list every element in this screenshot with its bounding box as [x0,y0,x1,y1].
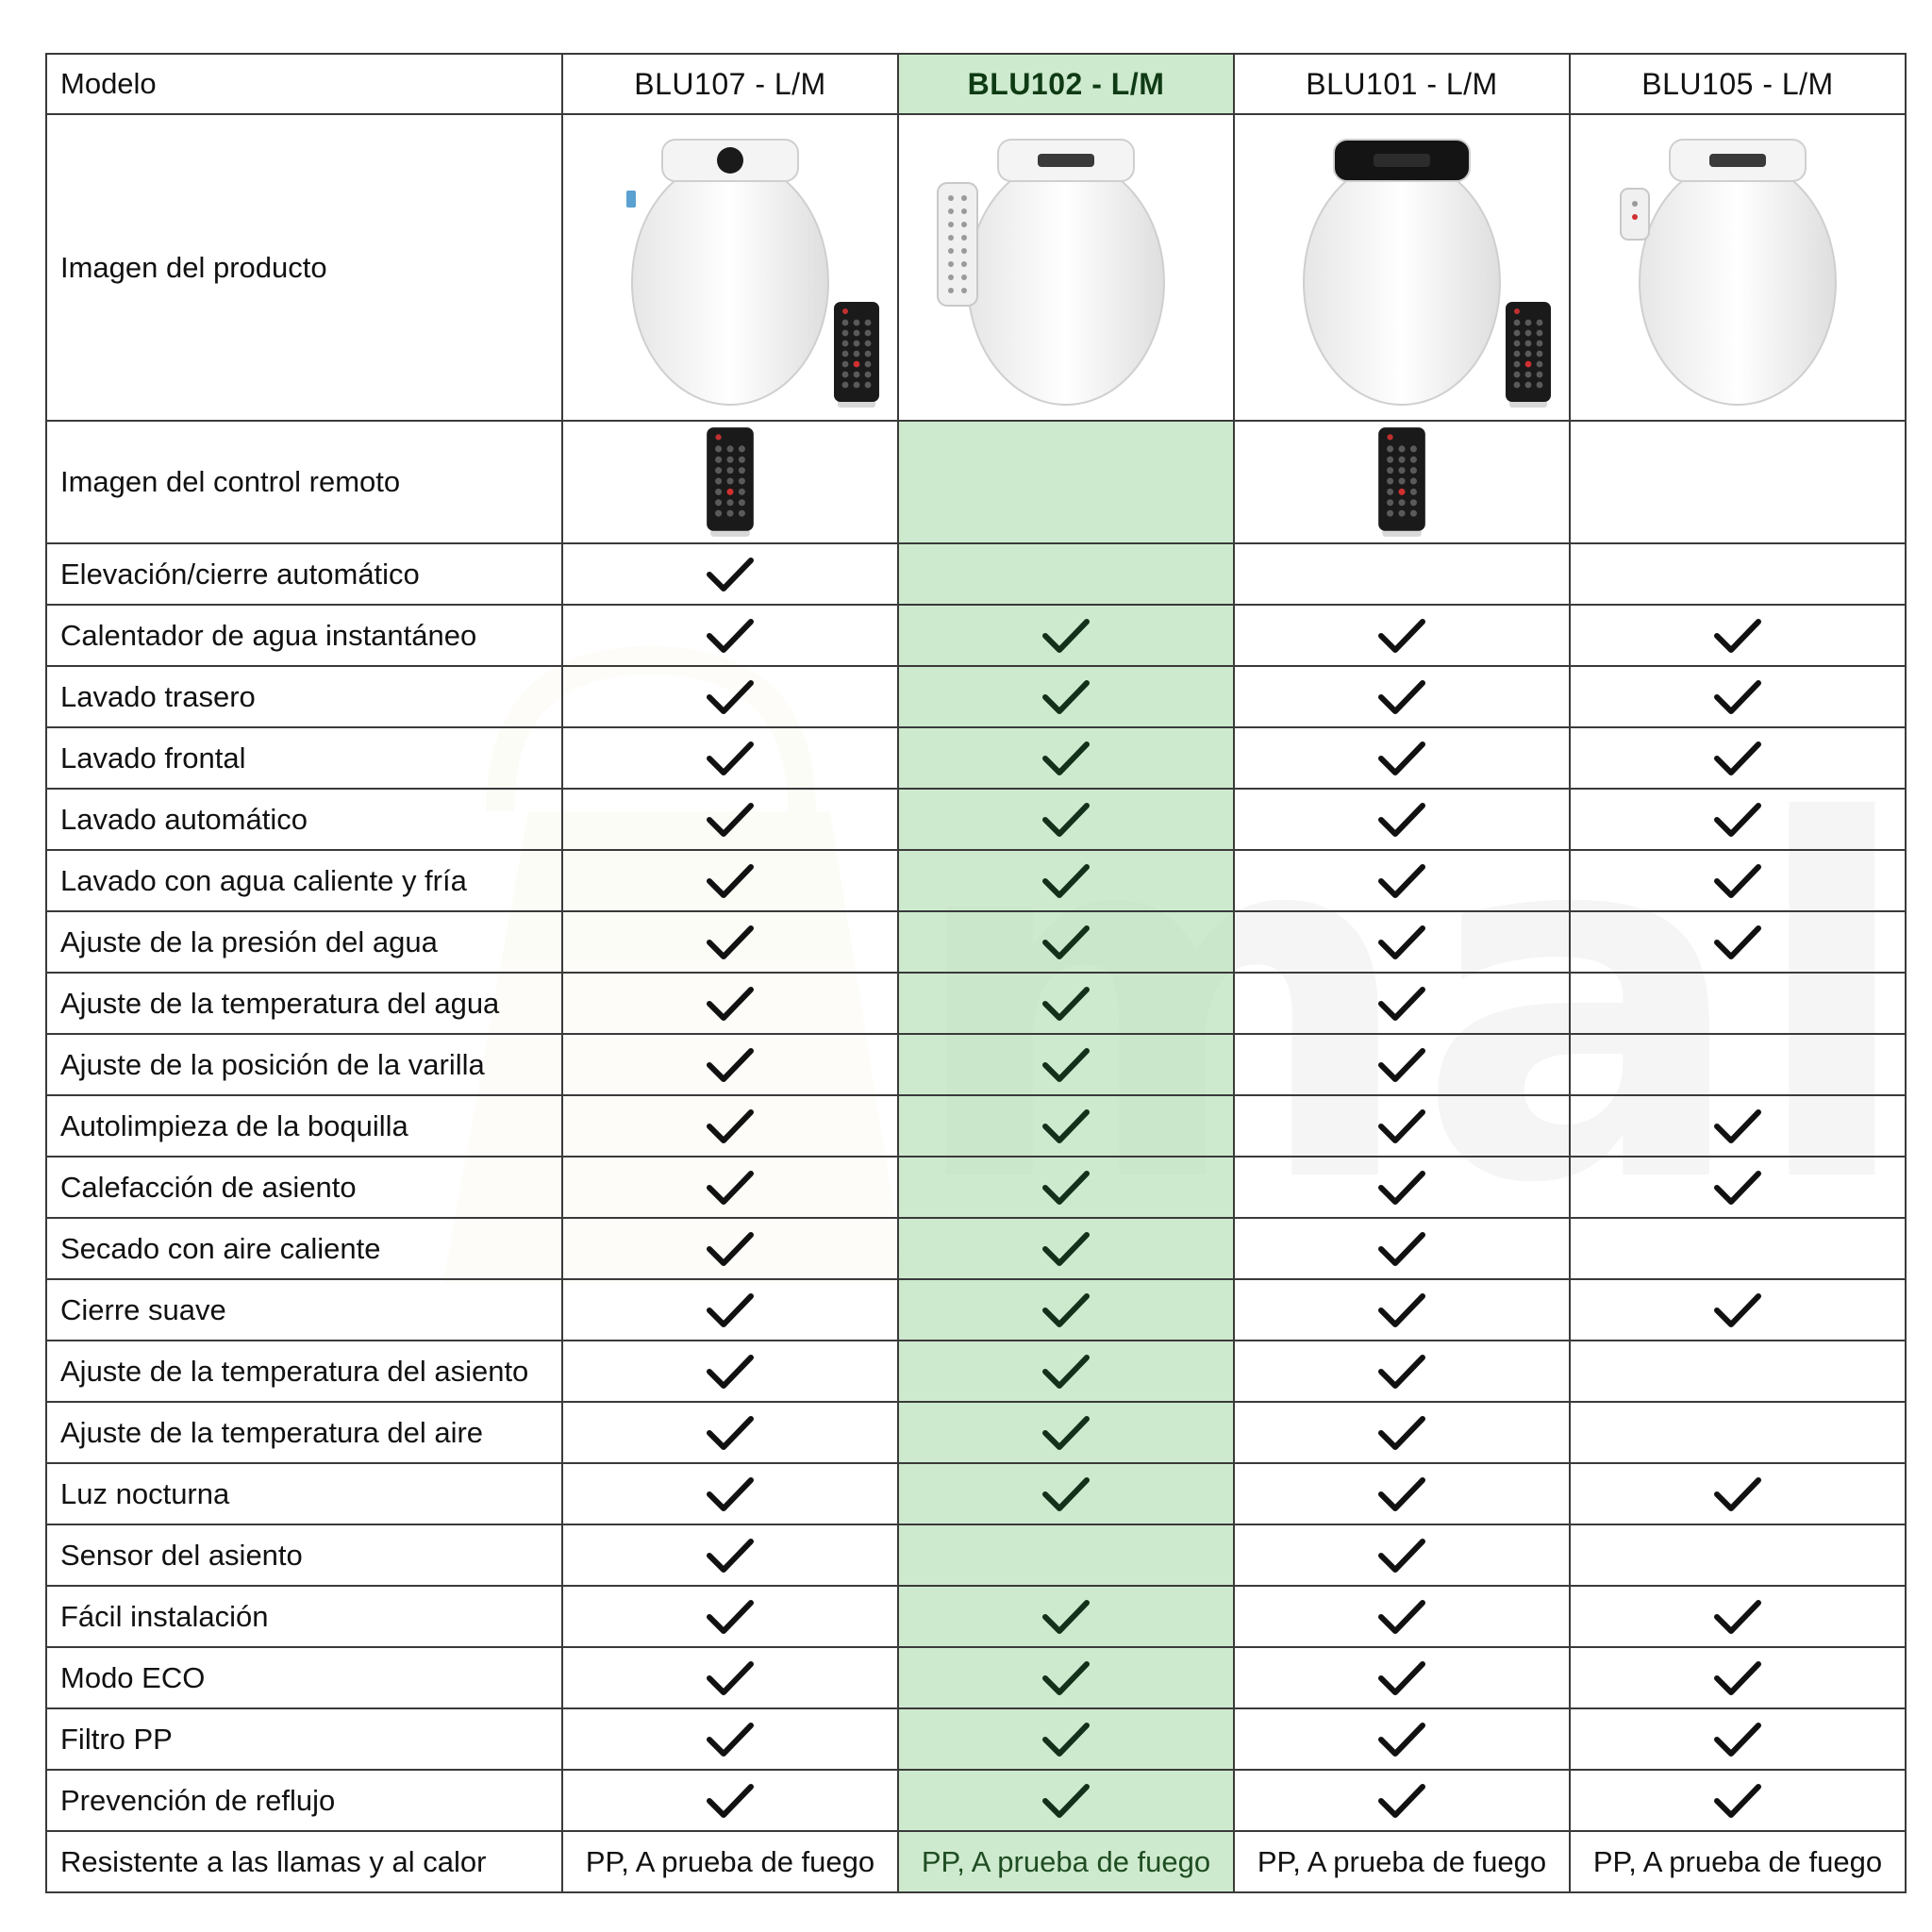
feature-label-text: Filtro PP [60,1722,173,1756]
feature-value-cell [1570,727,1906,789]
check-icon [1377,1046,1426,1084]
feature-value-cell [898,1279,1234,1341]
feature-value-cell [562,1647,898,1708]
feature-label-text: Calentador de agua instantáneo [60,618,477,652]
feature-row [46,850,1906,911]
check-icon [706,617,755,655]
feature-label-text: Lavado automático [60,802,308,836]
check-icon [706,985,755,1023]
feature-value-cell [562,1586,898,1647]
feature-row [46,1034,1906,1095]
feature-label-text: Ajuste de la presión del agua [60,924,438,958]
feature-value-cell [898,543,1234,605]
check-icon [1377,1169,1426,1207]
feature-value-cell [898,850,1234,911]
feature-value-cell [898,1524,1234,1586]
feature-label-text: Autolimpieza de la boquilla [60,1108,408,1142]
feature-label-text: Ajuste de la temperatura del agua [60,986,500,1020]
feature-label [46,1708,562,1770]
feature-value-cell [562,605,898,666]
feature-value-cell [1234,1524,1570,1586]
feature-value-cell [1234,1647,1570,1708]
check-icon [1377,1414,1426,1452]
check-icon [1713,862,1762,900]
feature-value-cell [898,1157,1234,1218]
check-icon [1041,924,1091,961]
product-image [924,126,1208,409]
check-icon [1041,1721,1091,1758]
feature-label-text: Elevación/cierre automático [60,557,420,591]
comparison-table [45,53,1907,1893]
feature-value-cell [562,1218,898,1279]
feature-label-text: Ajuste de la temperatura del asiento [60,1354,529,1388]
check-icon [706,924,755,961]
feature-row [46,1279,1906,1341]
feature-label [46,1218,562,1279]
check-icon [706,1414,755,1452]
feature-label-text: Ajuste de la posición de la varilla [60,1047,485,1081]
feature-value-cell [1234,727,1570,789]
product-image [589,126,872,409]
product-image-cell-2 [1234,114,1570,421]
check-icon [1041,1659,1091,1697]
feature-label [46,1647,562,1708]
check-icon [1713,801,1762,839]
check-icon [1377,1782,1426,1820]
product-image-row [46,114,1906,421]
check-icon [1041,985,1091,1023]
check-icon [706,801,755,839]
model-header-2 [1234,54,1570,114]
feature-label-text: Lavado frontal [60,741,246,774]
feature-value-cell [898,973,1234,1034]
feature-row [46,1524,1906,1586]
feature-value-cell [1234,1586,1570,1647]
check-icon [1713,1721,1762,1758]
feature-label-text: Lavado trasero [60,679,256,713]
feature-label [46,1770,562,1831]
check-icon [1041,1353,1091,1391]
feature-value-cell [562,543,898,605]
feature-row [46,727,1906,789]
feature-row [46,1463,1906,1524]
check-icon [1713,678,1762,716]
feature-value-cell [562,1095,898,1157]
check-icon [706,1353,755,1391]
check-icon [1377,1598,1426,1636]
check-icon [1713,1475,1762,1513]
check-icon [706,1659,755,1697]
check-icon [1377,924,1426,961]
feature-value-cell [898,1341,1234,1402]
feature-label-text: Calefacción de asiento [60,1170,357,1204]
feature-value-cell [1234,789,1570,850]
feature-row [46,1402,1906,1463]
check-icon [706,678,755,716]
feature-label [46,1341,562,1402]
check-icon [1713,1659,1762,1697]
model-name: BLU102 - L/M [967,66,1165,101]
feature-value-cell [1234,850,1570,911]
feature-label [46,1524,562,1586]
remote-image-cell-3 [1570,421,1906,543]
feature-value-cell [1570,543,1906,605]
feature-row [46,605,1906,666]
feature-label-text: Secado con aire caliente [60,1231,381,1265]
check-icon [1041,1046,1091,1084]
feature-label [46,1586,562,1647]
feature-value-cell [1234,1463,1570,1524]
feature-value-cell [562,1034,898,1095]
check-icon [1713,924,1762,961]
feature-value-cell [562,666,898,727]
feature-value-cell [1570,1708,1906,1770]
feature-label-text: Sensor del asiento [60,1538,303,1572]
feature-value-cell [562,1157,898,1218]
check-icon [706,862,755,900]
check-icon [1377,862,1426,900]
feature-value-cell [1570,1647,1906,1708]
check-icon [1041,801,1091,839]
feature-label [46,727,562,789]
feature-value-cell [898,1095,1234,1157]
feature-label [46,973,562,1034]
feature-value-cell [1570,1095,1906,1157]
check-icon [706,1108,755,1145]
feature-value-cell [1234,1402,1570,1463]
check-icon [706,1169,755,1207]
material-value: PP, A prueba de fuego [1257,1844,1547,1878]
check-icon [1377,1721,1426,1758]
feature-row [46,1708,1906,1770]
feature-value-cell [1234,543,1570,605]
feature-value-cell [562,1279,898,1341]
feature-value-cell [1570,1770,1906,1831]
check-icon [1041,1414,1091,1452]
feature-label [46,605,562,666]
model-name: BLU107 - L/M [634,66,826,101]
check-icon [1377,1475,1426,1513]
model-name: BLU101 - L/M [1306,66,1498,101]
feature-label-text: Luz nocturna [60,1476,230,1510]
feature-value-cell [1234,1279,1570,1341]
feature-value-cell [898,666,1234,727]
check-icon [1041,678,1091,716]
toilet-seat-icon [924,126,1208,409]
feature-row [46,1586,1906,1647]
feature-value-cell [898,1463,1234,1524]
feature-row [46,1647,1906,1708]
product-image-cell-3 [1570,114,1906,421]
feature-value-cell [1234,911,1570,973]
check-icon [1713,1108,1762,1145]
check-icon [1377,1108,1426,1145]
remote-control-icon [1504,300,1553,409]
feature-row [46,973,1906,1034]
feature-row [46,1095,1906,1157]
check-icon [1377,1659,1426,1697]
feature-label [46,1095,562,1157]
feature-value-cell [1234,973,1570,1034]
feature-value-cell [1234,1708,1570,1770]
check-icon [1377,1537,1426,1574]
check-icon [1041,862,1091,900]
feature-value-cell [1570,1157,1906,1218]
header-label [46,54,562,114]
feature-value-cell [1570,973,1906,1034]
feature-row [46,1770,1906,1831]
feature-label [46,1279,562,1341]
check-icon [1713,617,1762,655]
feature-value-cell [562,1708,898,1770]
check-icon [1041,1291,1091,1329]
feature-label [46,789,562,850]
check-icon [706,1291,755,1329]
check-icon [1041,1782,1091,1820]
feature-value-cell [1234,1770,1570,1831]
feature-row [46,1218,1906,1279]
check-icon [1377,1353,1426,1391]
feature-row [46,789,1906,850]
toilet-seat-icon [589,126,872,409]
check-icon [1041,1230,1091,1268]
remote-image-row [46,421,1906,543]
feature-row [46,1157,1906,1218]
feature-label [46,850,562,911]
check-icon [706,740,755,777]
check-icon [1713,1782,1762,1820]
model-header-0 [562,54,898,114]
check-icon [706,1598,755,1636]
feature-row [46,666,1906,727]
check-icon [1713,1291,1762,1329]
feature-value-cell [898,605,1234,666]
check-icon [1377,740,1426,777]
header-label-text: Modelo [60,67,157,100]
check-icon [1713,740,1762,777]
feature-value-cell [562,973,898,1034]
product-image-cell-0 [562,114,898,421]
feature-label [46,666,562,727]
feature-label-text: Cierre suave [60,1292,226,1326]
remote-image-cell-2 [1234,421,1570,543]
product-image [1260,126,1543,409]
feature-label [46,1402,562,1463]
feature-value-cell [1570,666,1906,727]
feature-value-cell [898,1586,1234,1647]
feature-value-cell [1570,1341,1906,1402]
model-name: BLU105 - L/M [1641,66,1834,101]
feature-value-cell [1570,1279,1906,1341]
product-image-label-text: Imagen del producto [60,250,327,284]
feature-value-cell [898,1218,1234,1279]
feature-value-cell [562,1402,898,1463]
feature-label [46,1463,562,1524]
check-icon [706,1046,755,1084]
feature-value-cell [1234,1218,1570,1279]
feature-value-cell [1570,1034,1906,1095]
feature-value-cell [1234,1095,1570,1157]
toilet-seat-icon [1596,126,1879,409]
material-value-cell [1234,1831,1570,1892]
model-header-1 [898,54,1234,114]
feature-value-cell [898,911,1234,973]
feature-value-cell [898,1034,1234,1095]
feature-value-cell [898,727,1234,789]
feature-value-cell [1570,1524,1906,1586]
feature-label-text: Prevención de reflujo [60,1783,336,1817]
feature-row [46,1341,1906,1402]
feature-label [46,1157,562,1218]
feature-value-cell [1570,605,1906,666]
feature-value-cell [898,1402,1234,1463]
feature-label [46,1034,562,1095]
feature-value-cell [1570,911,1906,973]
check-icon [1041,740,1091,777]
feature-value-cell [562,789,898,850]
feature-value-cell [562,1770,898,1831]
model-header-3 [1570,54,1906,114]
material-value-cell [898,1831,1234,1892]
feature-value-cell [562,911,898,973]
feature-value-cell [562,850,898,911]
check-icon [1377,1230,1426,1268]
feature-value-cell [1570,1586,1906,1647]
check-icon [1041,617,1091,655]
check-icon [1377,985,1426,1023]
remote-image-cell-0 [562,421,898,543]
feature-value-cell [898,789,1234,850]
product-image-label [46,114,562,421]
remote-image-label-text: Imagen del control remoto [60,465,401,498]
feature-value-cell [898,1647,1234,1708]
product-image [1596,126,1879,409]
check-icon [1377,801,1426,839]
check-icon [706,1475,755,1513]
feature-label-text: Modo ECO [60,1660,206,1694]
material-value: PP, A prueba de fuego [1592,1844,1883,1878]
remote-image-cell-1 [898,421,1234,543]
check-icon [1377,617,1426,655]
check-icon [1377,678,1426,716]
check-icon [706,556,755,593]
feature-row [46,911,1906,973]
check-icon [1041,1598,1091,1636]
feature-value-cell [1234,605,1570,666]
check-icon [1377,1291,1426,1329]
feature-value-cell [1234,1034,1570,1095]
remote-control-icon [704,425,757,539]
feature-value-cell [898,1770,1234,1831]
remote-control-icon [832,300,881,409]
material-value-cell [562,1831,898,1892]
material-label-text: Resistente a las llamas y al calor [60,1844,487,1878]
header-row [46,54,1906,114]
feature-value-cell [1570,1402,1906,1463]
feature-value-cell [1234,666,1570,727]
material-label [46,1831,562,1892]
material-value: PP, A prueba de fuego [921,1844,1211,1878]
check-icon [1041,1475,1091,1513]
check-icon [1713,1598,1762,1636]
check-icon [1041,1108,1091,1145]
feature-value-cell [1234,1157,1570,1218]
feature-label-text: Fácil instalación [60,1599,269,1633]
feature-value-cell [1570,789,1906,850]
feature-row [46,543,1906,605]
check-icon [706,1537,755,1574]
feature-value-cell [562,727,898,789]
product-image-cell-1 [898,114,1234,421]
material-row [46,1831,1906,1892]
feature-value-cell [562,1341,898,1402]
feature-label-text: Ajuste de la temperatura del aire [60,1415,484,1449]
feature-label [46,543,562,605]
check-icon [1041,1169,1091,1207]
check-icon [706,1230,755,1268]
feature-label [46,911,562,973]
feature-label-text: Lavado con agua caliente y fría [60,863,467,897]
toilet-seat-icon [1260,126,1543,409]
feature-value-cell [1570,850,1906,911]
check-icon [706,1782,755,1820]
feature-value-cell [1570,1463,1906,1524]
remote-control-icon [1375,425,1428,539]
feature-value-cell [1570,1218,1906,1279]
feature-value-cell [562,1463,898,1524]
feature-value-cell [562,1524,898,1586]
feature-value-cell [1234,1341,1570,1402]
check-icon [706,1721,755,1758]
material-value: PP, A prueba de fuego [585,1844,875,1878]
remote-image-label [46,421,562,543]
check-icon [1713,1169,1762,1207]
feature-value-cell [898,1708,1234,1770]
material-value-cell [1570,1831,1906,1892]
